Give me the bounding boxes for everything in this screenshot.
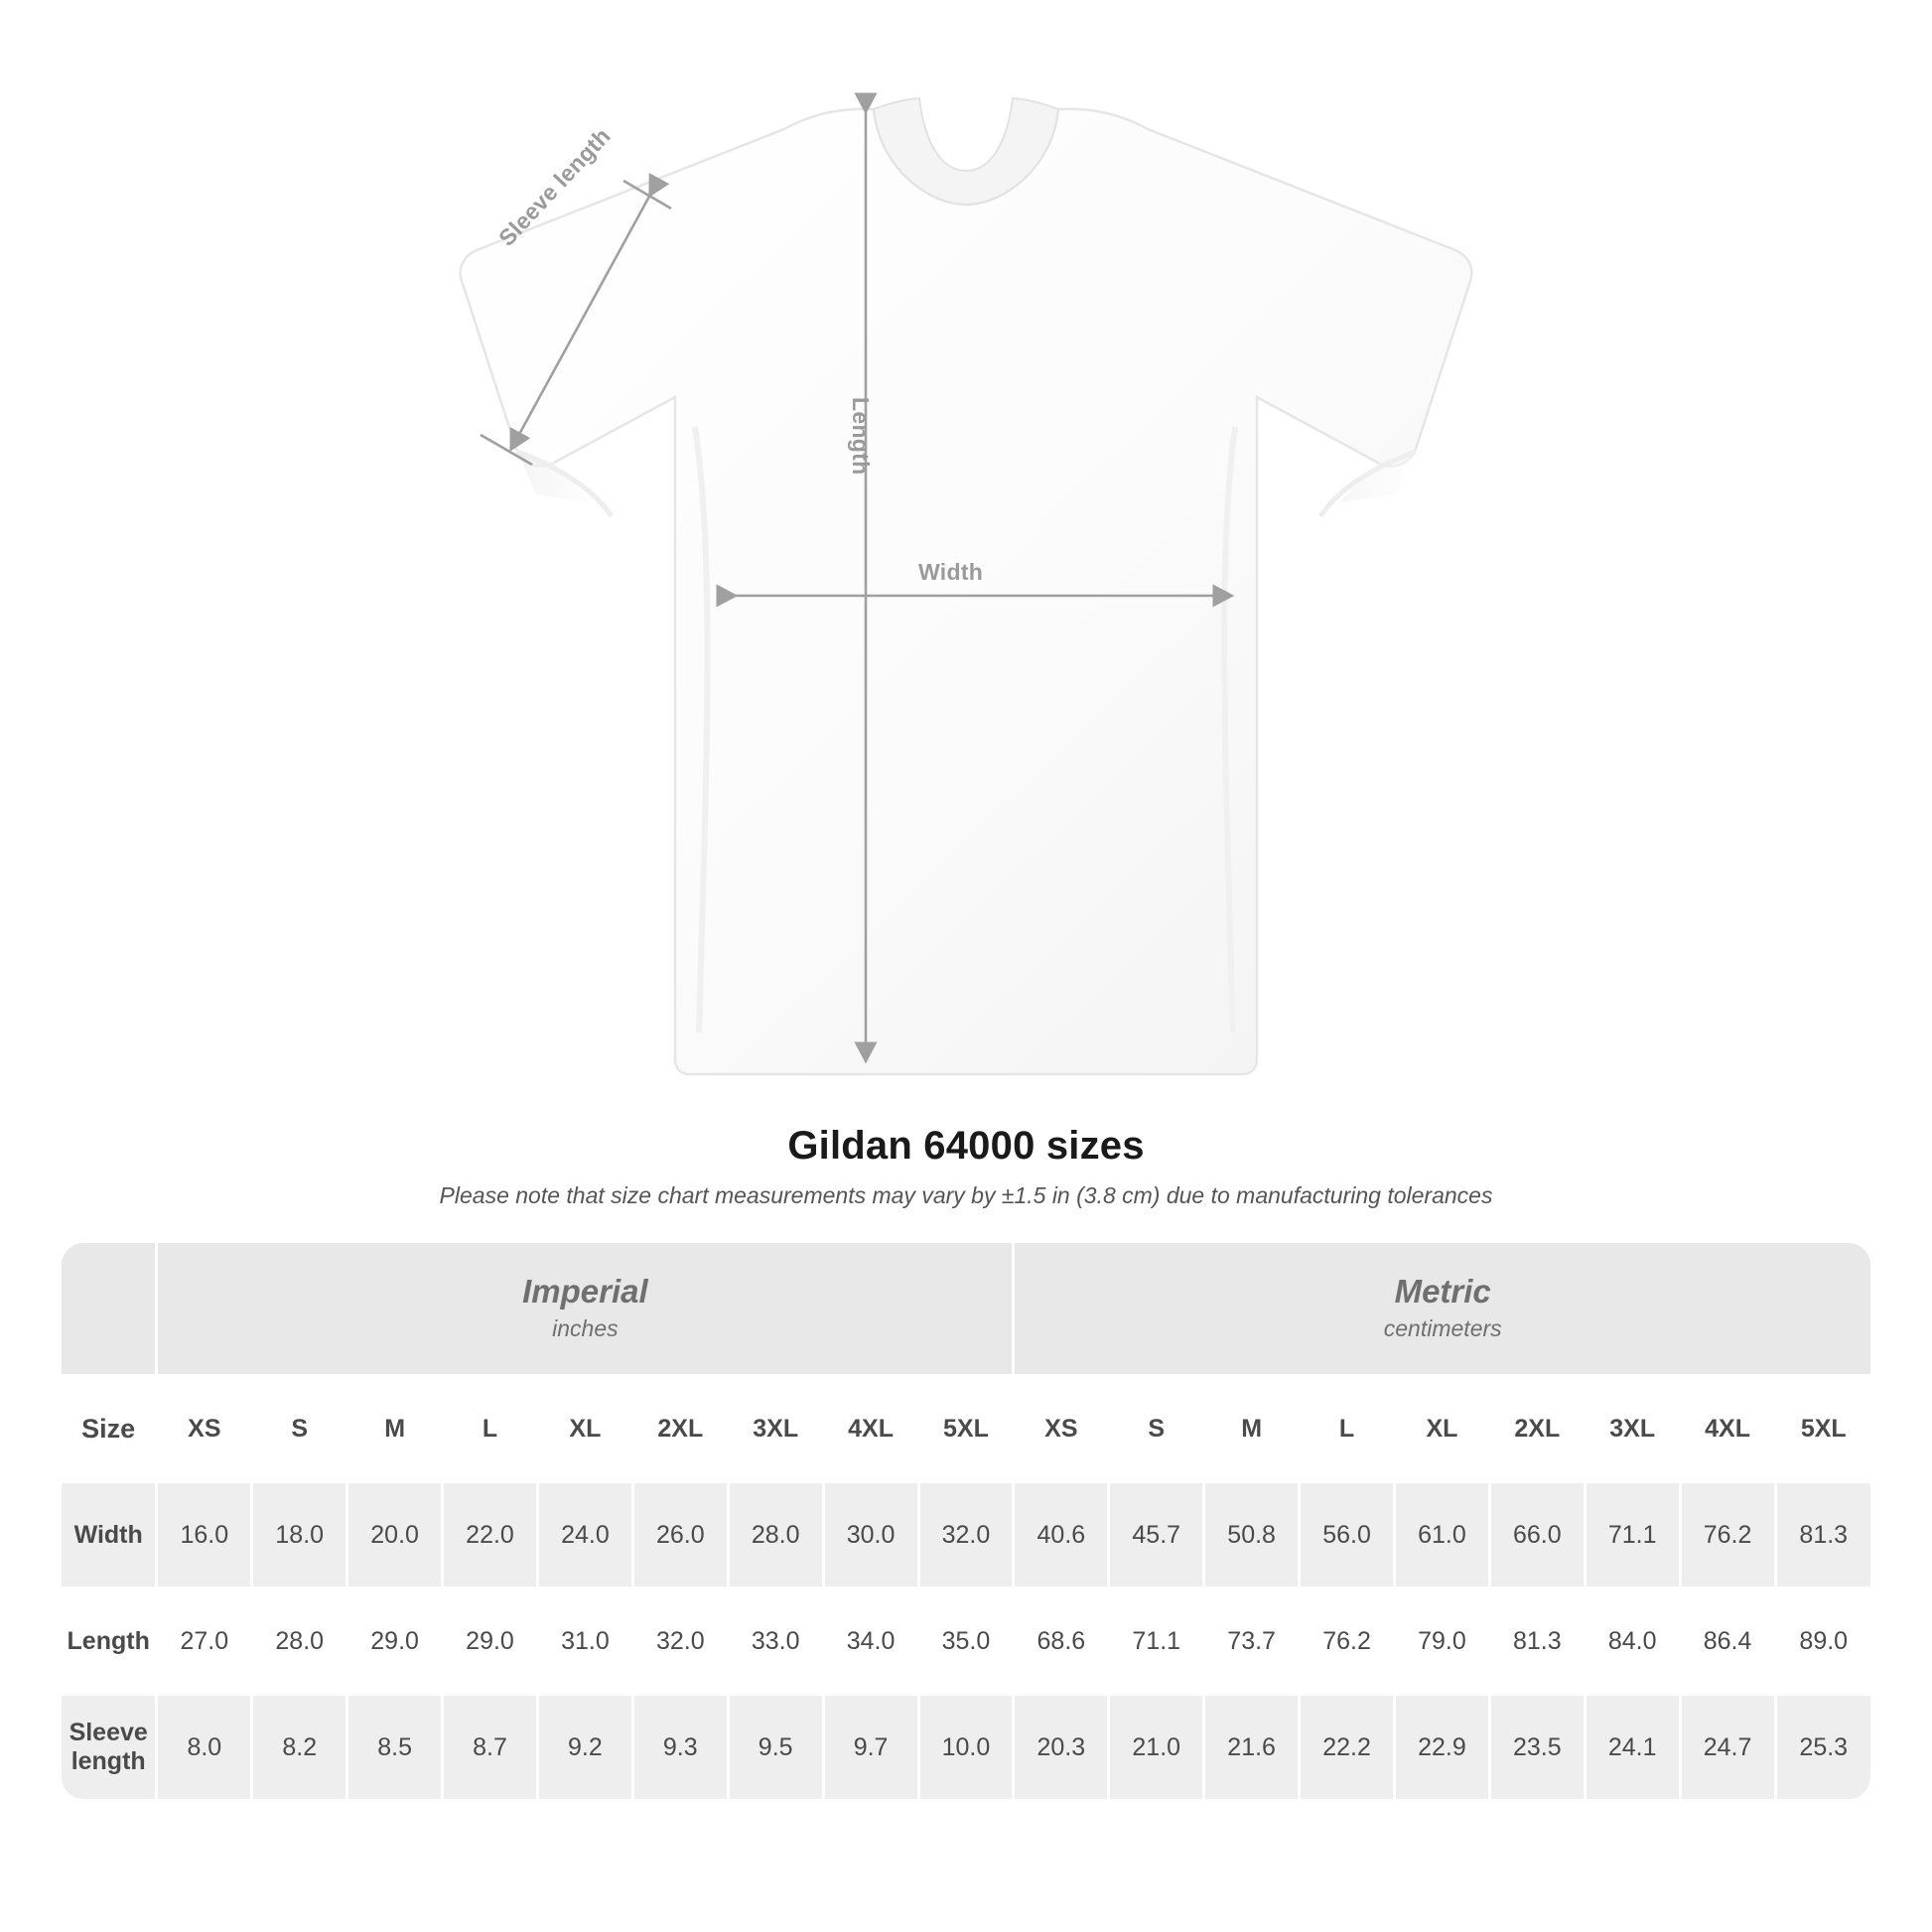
unit-metric-name: Metric — [1394, 1273, 1491, 1311]
unit-imperial — [157, 1243, 1014, 1376]
length-xl-imperial: 31.0 — [537, 1588, 632, 1695]
sleeve-s-metric: 21.0 — [1109, 1695, 1204, 1800]
row-label-sleeve-length: Sleeve length — [62, 1695, 157, 1800]
unit-metric — [1014, 1243, 1870, 1376]
table-row — [62, 1588, 1870, 1695]
length-l-imperial: 29.0 — [443, 1588, 538, 1695]
sleeve-xs-imperial: 8.0 — [157, 1695, 252, 1800]
row-label-width: Width — [62, 1482, 157, 1588]
sleeve-l-metric: 22.2 — [1300, 1695, 1395, 1800]
width-xl-metric: 61.0 — [1394, 1482, 1489, 1588]
size-header-row — [62, 1376, 1870, 1482]
size-header-4xl-imperial: 4XL — [823, 1376, 918, 1482]
length-3xl-metric: 84.0 — [1585, 1588, 1680, 1695]
sleeve-3xl-metric: 24.1 — [1585, 1695, 1680, 1800]
sleeve-s-imperial: 8.2 — [252, 1695, 347, 1800]
page-title: Gildan 64000 sizes — [787, 1124, 1145, 1168]
size-header-2xl-metric: 2XL — [1489, 1376, 1585, 1482]
row-label-length: Length — [62, 1588, 157, 1695]
tolerance-note: Please note that size chart measurements may vary by ±1.5 in (3.8 cm) due to manufacturing tolerances — [439, 1182, 1493, 1208]
width-s-imperial: 18.0 — [252, 1482, 347, 1588]
sleeve-xs-metric: 20.3 — [1014, 1695, 1109, 1800]
size-header-l-metric: L — [1300, 1376, 1395, 1482]
sleeve-5xl-imperial: 10.0 — [918, 1695, 1014, 1800]
length-label: Length — [848, 397, 874, 476]
chart-header — [0, 1124, 1932, 1209]
width-s-metric: 45.7 — [1109, 1482, 1204, 1588]
width-2xl-imperial: 26.0 — [632, 1482, 728, 1588]
length-xl-metric: 79.0 — [1394, 1588, 1489, 1695]
width-4xl-metric: 76.2 — [1680, 1482, 1775, 1588]
sleeve-length-label: Sleeve length — [493, 122, 616, 251]
unit-metric-sub: centimeters — [1383, 1315, 1502, 1342]
width-2xl-metric: 66.0 — [1489, 1482, 1585, 1588]
size-header-xs-metric: XS — [1014, 1376, 1109, 1482]
length-s-metric: 71.1 — [1109, 1588, 1204, 1695]
size-header-3xl-metric: 3XL — [1585, 1376, 1680, 1482]
length-5xl-imperial: 35.0 — [918, 1588, 1014, 1695]
size-header-xs-imperial: XS — [157, 1376, 252, 1482]
length-4xl-imperial: 34.0 — [823, 1588, 918, 1695]
length-m-metric: 73.7 — [1204, 1588, 1300, 1695]
size-header-label: Size — [62, 1376, 157, 1482]
width-xs-metric: 40.6 — [1014, 1482, 1109, 1588]
sleeve-xl-imperial: 9.2 — [537, 1695, 632, 1800]
sleeve-m-imperial: 8.5 — [347, 1695, 443, 1800]
length-3xl-imperial: 33.0 — [728, 1588, 823, 1695]
width-3xl-metric: 71.1 — [1585, 1482, 1680, 1588]
size-header-s-metric: S — [1109, 1376, 1204, 1482]
length-xs-metric: 68.6 — [1014, 1588, 1109, 1695]
table-row — [62, 1482, 1870, 1588]
sleeve-2xl-metric: 23.5 — [1489, 1695, 1585, 1800]
width-m-metric: 50.8 — [1204, 1482, 1300, 1588]
width-5xl-metric: 81.3 — [1775, 1482, 1870, 1588]
length-s-imperial: 28.0 — [252, 1588, 347, 1695]
width-label: Width — [918, 559, 984, 585]
size-header-l-imperial: L — [443, 1376, 538, 1482]
sleeve-xl-metric: 22.9 — [1394, 1695, 1489, 1800]
shirt-body-shape — [461, 98, 1472, 1074]
width-xs-imperial: 16.0 — [157, 1482, 252, 1588]
size-header-m-metric: M — [1204, 1376, 1300, 1482]
unit-imperial-sub: inches — [552, 1315, 619, 1342]
width-3xl-imperial: 28.0 — [728, 1482, 823, 1588]
width-5xl-imperial: 32.0 — [918, 1482, 1014, 1588]
length-l-metric: 76.2 — [1300, 1588, 1395, 1695]
sleeve-5xl-metric: 25.3 — [1775, 1695, 1870, 1800]
length-5xl-metric: 89.0 — [1775, 1588, 1870, 1695]
width-xl-imperial: 24.0 — [537, 1482, 632, 1588]
sleeve-4xl-imperial: 9.7 — [823, 1695, 918, 1800]
size-header-xl-imperial: XL — [537, 1376, 632, 1482]
size-header-xl-metric: XL — [1394, 1376, 1489, 1482]
unit-imperial-name: Imperial — [522, 1273, 648, 1311]
sleeve-3xl-imperial: 9.5 — [728, 1695, 823, 1800]
size-table — [62, 1243, 1870, 1799]
size-header-5xl-metric: 5XL — [1775, 1376, 1870, 1482]
size-header-3xl-imperial: 3XL — [728, 1376, 823, 1482]
width-l-metric: 56.0 — [1300, 1482, 1395, 1588]
size-header-4xl-metric: 4XL — [1680, 1376, 1775, 1482]
size-header-m-imperial: M — [347, 1376, 443, 1482]
width-m-imperial: 20.0 — [347, 1482, 443, 1588]
length-xs-imperial: 27.0 — [157, 1588, 252, 1695]
sleeve-2xl-imperial: 9.3 — [632, 1695, 728, 1800]
sleeve-4xl-metric: 24.7 — [1680, 1695, 1775, 1800]
length-2xl-metric: 81.3 — [1489, 1588, 1585, 1695]
size-header-s-imperial: S — [252, 1376, 347, 1482]
table-row — [62, 1695, 1870, 1800]
size-header-2xl-imperial: 2XL — [632, 1376, 728, 1482]
sleeve-l-imperial: 8.7 — [443, 1695, 538, 1800]
size-table-container — [62, 1243, 1870, 1799]
length-4xl-metric: 86.4 — [1680, 1588, 1775, 1695]
sleeve-m-metric: 21.6 — [1204, 1695, 1300, 1800]
unit-header-row — [62, 1243, 1870, 1376]
width-4xl-imperial: 30.0 — [823, 1482, 918, 1588]
unit-row-spacer — [62, 1243, 157, 1376]
length-2xl-imperial: 32.0 — [632, 1588, 728, 1695]
width-l-imperial: 22.0 — [443, 1482, 538, 1588]
size-header-5xl-imperial: 5XL — [918, 1376, 1014, 1482]
length-m-imperial: 29.0 — [347, 1588, 443, 1695]
